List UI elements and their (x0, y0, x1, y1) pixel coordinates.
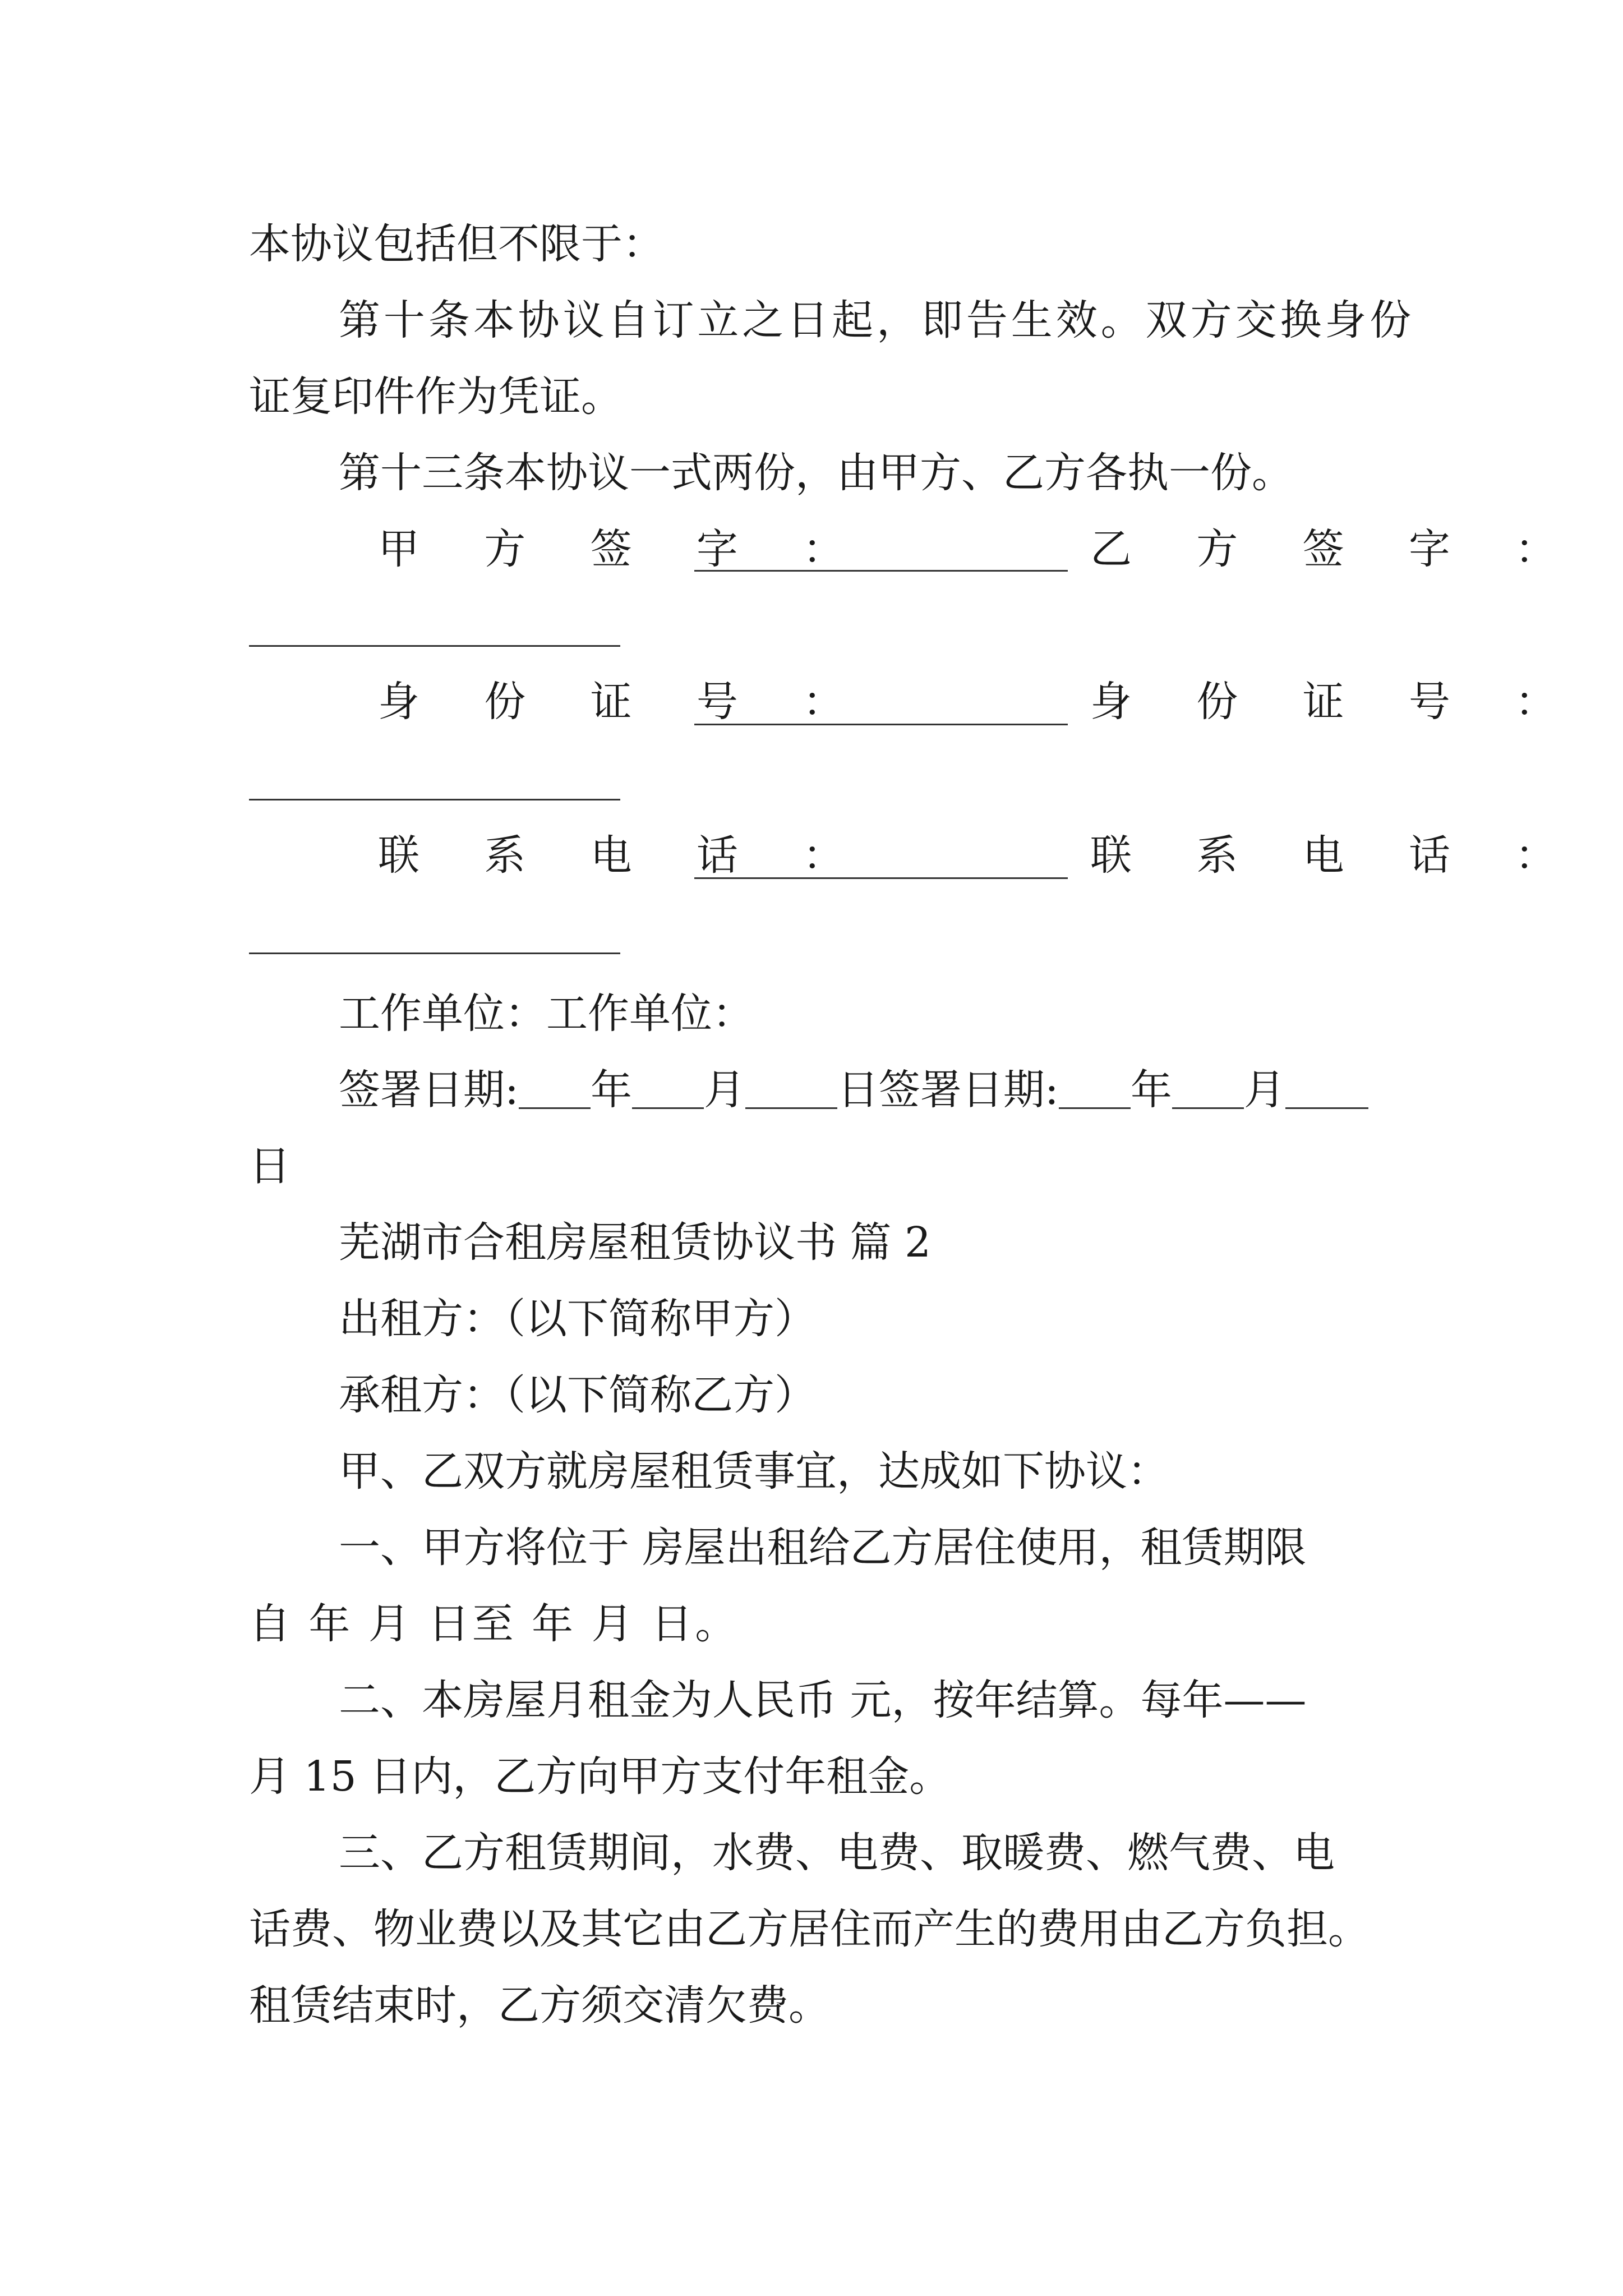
section-title: 芜湖市合租房屋租赁协议书 篇 2 (339, 1218, 932, 1267)
lessee-line: 承租方：（以下简称乙方） (339, 1371, 816, 1419)
year-blank (519, 1070, 591, 1109)
party-a-signature-label: 甲 方 签 字 ： (378, 525, 870, 573)
lessor-line: 出租方：（以下简称甲方） (339, 1295, 816, 1343)
party-b-phone-blank (249, 953, 620, 954)
text-line: 第十三条本协议一式两份，由甲方、乙方各执一份。 (339, 449, 1293, 497)
day-blank-b (1285, 1070, 1368, 1109)
party-b-id-blank (249, 799, 620, 800)
clause-2-line-1: 二、本房屋月租金为人民币 元，按年结算。每年—— (339, 1676, 1307, 1724)
clause-3-line-3: 租赁结束时，乙方须交清欠费。 (249, 1981, 830, 2030)
month-blank-b (1172, 1070, 1244, 1109)
party-b-signature-blank (249, 645, 620, 647)
year-label-b: 年 (1130, 1066, 1172, 1114)
day-blank (745, 1070, 837, 1109)
agreement-intro: 甲、乙双方就房屋租赁事宜，达成如下协议： (339, 1447, 1169, 1496)
signing-date-line (339, 1066, 1368, 1114)
party-a-phone-label: 联 系 电 话 ： (378, 831, 870, 880)
month-blank (632, 1070, 704, 1109)
clause-1-line-1: 一、甲方将位于 房屋出租给乙方居住使用，租赁期限 (339, 1524, 1307, 1572)
day-and-date-label-b: 日签署日期: (837, 1066, 1059, 1114)
text-line: 证复印件作为凭证。 (249, 372, 623, 421)
party-a-id-label: 身 份 证 号 ： (378, 678, 870, 726)
year-label: 年 (590, 1066, 632, 1114)
text-line: 第十条本协议自订立之日起，即告生效。双方交换身份 (339, 296, 1415, 344)
party-b-phone-label: 联 系 电 话 ： (1090, 831, 1583, 880)
year-blank-b (1059, 1070, 1131, 1109)
date-label-a: 签署日期: (339, 1066, 519, 1114)
party-a-id-blank (694, 724, 1068, 725)
party-a-signature-blank (694, 570, 1068, 572)
party-b-id-label: 身 份 证 号 ： (1090, 678, 1583, 726)
clause-2-line-2: 月 15 日内，乙方向甲方支付年租金。 (249, 1752, 951, 1801)
month-label: 月 (703, 1066, 745, 1114)
clause-3-line-1: 三、乙方租赁期间，水费、电费、取暖费、燃气费、电 (339, 1829, 1335, 1877)
party-b-signature-label: 乙 方 签 字 ： (1090, 525, 1583, 573)
clause-1-line-2: 自 年 月 日至 年 月 日。 (249, 1600, 739, 1648)
month-label-b: 月 (1243, 1066, 1285, 1114)
work-unit-line: 工作单位：工作单位： (339, 990, 754, 1038)
text-line: 本协议包括但不限于： (249, 220, 664, 268)
party-a-phone-blank (694, 877, 1068, 879)
date-end: 日 (249, 1142, 291, 1190)
clause-3-line-2: 话费、物业费以及其它由乙方居住而产生的费用由乙方负担。 (249, 1905, 1370, 1953)
